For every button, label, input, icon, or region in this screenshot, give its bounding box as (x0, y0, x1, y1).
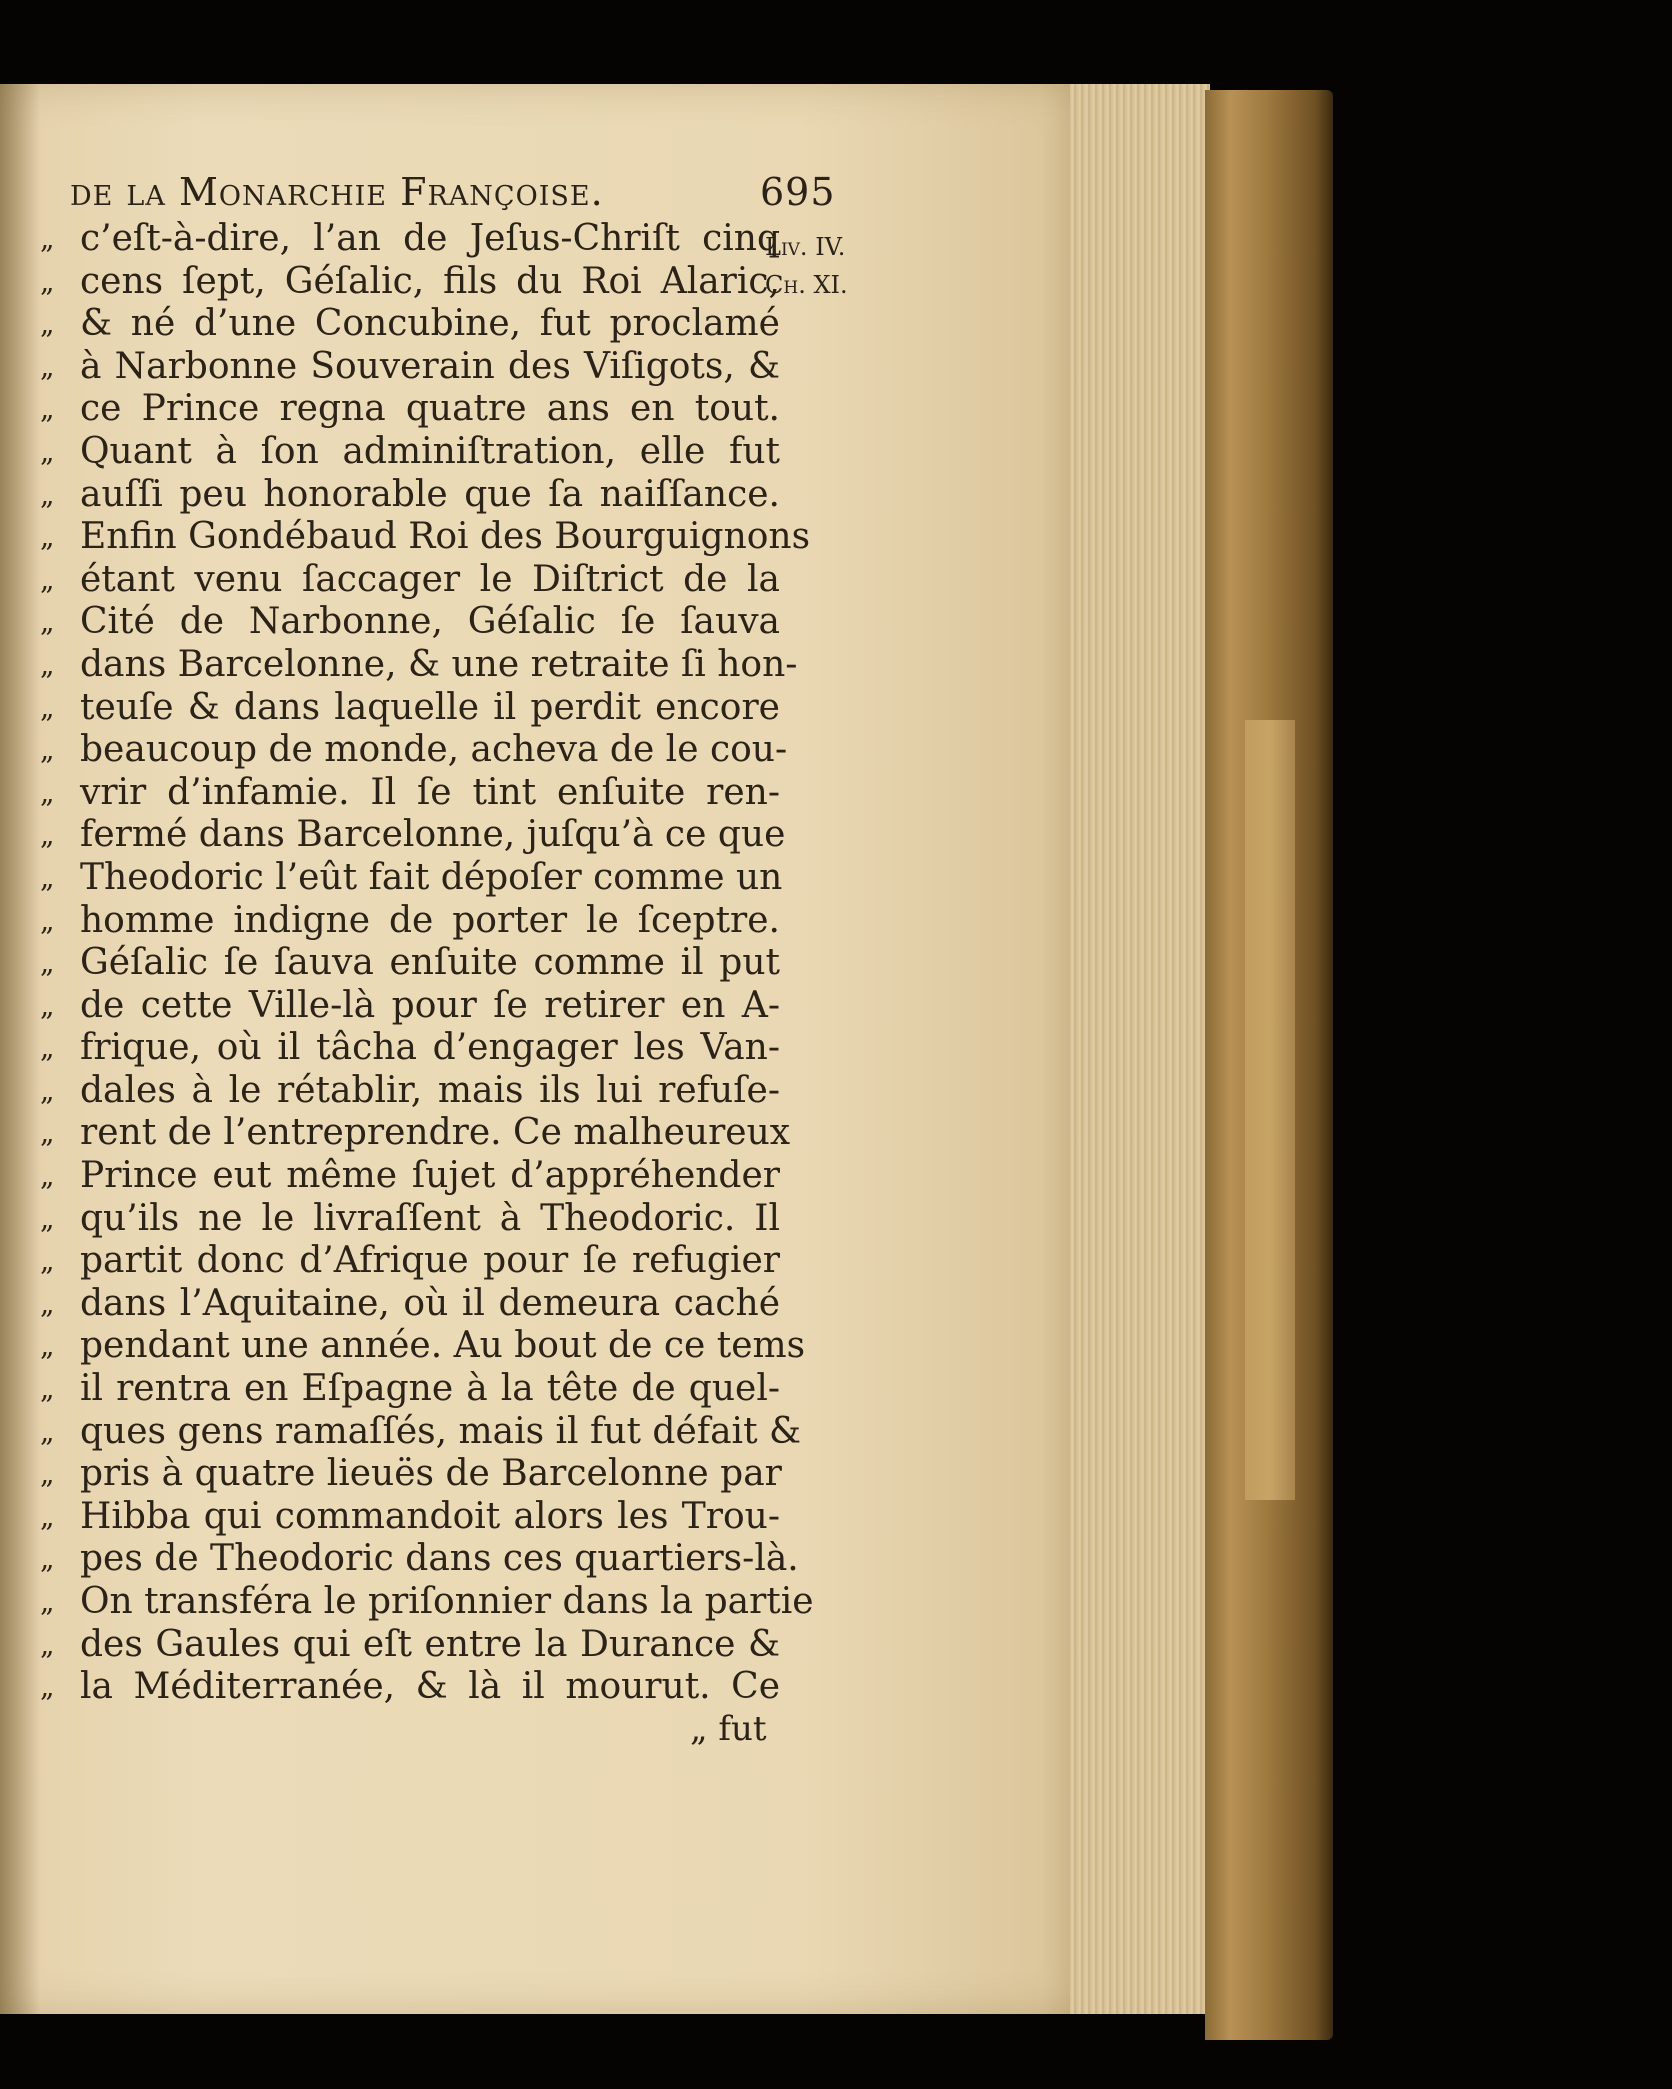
text-line (40, 900, 800, 943)
line-text: Cité de Narbonne, Géſalic ſe ſauva (80, 601, 780, 643)
catchword: „ fut (690, 1709, 767, 1749)
quote-mark: „ (40, 392, 55, 426)
line-text: beaucoup de monde, acheva de le cou- (80, 729, 788, 771)
quote-mark: „ (40, 605, 55, 639)
quote-mark: „ (40, 1499, 55, 1533)
quote-mark: „ (40, 733, 55, 767)
quote-mark: „ (40, 903, 55, 937)
text-line (40, 218, 800, 261)
text-line (40, 1666, 800, 1709)
text-line (40, 1198, 800, 1241)
text-line (40, 857, 800, 900)
line-text: la Méditerranée, & là il mourut. Ce (80, 1666, 780, 1708)
line-text: il rentra en Eſpagne à la tête de quel- (80, 1368, 780, 1410)
text-line (40, 1070, 800, 1113)
text-line (40, 772, 800, 815)
marginal-book: Liv. IV. (765, 233, 846, 261)
text-line (40, 644, 800, 687)
line-text: à Narbonne Souverain des Viſigots, & (80, 345, 780, 387)
quote-mark: „ (40, 1116, 55, 1150)
quote-mark: „ (40, 1031, 55, 1065)
quote-mark: „ (40, 647, 55, 681)
line-text: teuſe & dans laquelle il perdit encore (80, 686, 780, 728)
text-line (40, 1027, 800, 1070)
line-text: dans Barcelonne, & une retraite ſi hon- (80, 643, 798, 685)
text-line (40, 1496, 800, 1539)
text-line (40, 1325, 806, 1368)
quote-mark: „ (40, 1329, 55, 1363)
quote-mark: „ (40, 818, 55, 852)
text-line (40, 1112, 800, 1155)
line-text: qu’ils ne le livraſſent à Theodoric. Il (80, 1197, 780, 1239)
line-text: pendant une année. Au bout de ce tems (80, 1325, 806, 1367)
text-line (40, 516, 811, 559)
quote-mark: „ (40, 264, 55, 298)
line-text: Enfin Gondébaud Roi des Bourguignons (80, 516, 811, 558)
text-line (40, 687, 800, 730)
text-line (40, 1624, 800, 1667)
text-line (40, 1368, 800, 1411)
line-text: ques gens ramaſſés, mais il fut défait & (80, 1410, 802, 1452)
quote-mark: „ (40, 434, 55, 468)
text-line (40, 1283, 800, 1326)
text-line (40, 814, 800, 857)
quote-mark: „ (40, 562, 55, 596)
line-text: Quant à ſon adminiſtration, elle fut (80, 430, 780, 472)
text-line (40, 346, 800, 389)
line-text: dales à le rétablir, mais ils lui refuſe- (80, 1069, 780, 1111)
quote-mark: „ (40, 1457, 55, 1491)
line-text: Prince eut même ſujet d’appréhender (80, 1155, 780, 1197)
text-line (40, 1453, 800, 1496)
gutter-shadow (0, 84, 40, 2014)
text-line (40, 729, 800, 772)
quote-mark: „ (40, 690, 55, 724)
cover-highlight (1245, 720, 1295, 1500)
quote-mark: „ (40, 1414, 55, 1448)
line-text: des Gaules qui eſt entre la Durance & (80, 1623, 780, 1665)
quote-mark: „ (40, 1159, 55, 1193)
text-line (40, 985, 800, 1028)
line-text: dans l’Aquitaine, où il demeura caché (80, 1282, 780, 1324)
quote-mark: „ (40, 1286, 55, 1320)
quote-mark: „ (40, 349, 55, 383)
text-line (40, 1155, 800, 1198)
text-line (40, 1240, 800, 1283)
line-text: auſſi peu honorable que ſa naiſſance. (80, 473, 780, 515)
marginal-chapter: Ch. XI. (765, 271, 848, 299)
quote-mark: „ (40, 1201, 55, 1235)
text-line (40, 388, 800, 431)
quote-mark: „ (40, 477, 55, 511)
quote-mark: „ (40, 1670, 55, 1704)
quote-mark: „ (40, 946, 55, 980)
text-line (40, 261, 800, 304)
line-text: On transféra le priſonnier dans la partie (80, 1581, 814, 1622)
quote-mark: „ (40, 1627, 55, 1661)
line-text: de cette Ville-là pour ſe retirer en A- (80, 984, 780, 1026)
line-text: homme indigne de porter le ſceptre. (80, 899, 780, 941)
line-text: Theodoric l’eût fait dépoſer comme un (80, 856, 783, 898)
page-number: 695 (760, 170, 836, 214)
quote-mark: „ (40, 988, 55, 1022)
quote-mark: „ (40, 775, 55, 809)
quote-mark: „ (40, 1372, 55, 1406)
line-text: c’eſt-à-dire, l’an de Jeſus-Chriſt cinq (80, 218, 780, 259)
line-text: pris à quatre lieuës de Barcelonne par (80, 1453, 782, 1495)
quote-mark: „ (40, 520, 55, 554)
page-edges (1070, 84, 1210, 2014)
text-line (40, 474, 800, 517)
text-line (40, 1538, 800, 1581)
quote-mark: „ (40, 1542, 55, 1576)
text-line (40, 1411, 800, 1454)
quote-mark: „ (40, 222, 55, 255)
line-text: rent de l’entreprendre. Ce malheureux (80, 1112, 791, 1154)
line-text: cens ſept, Géſalic, fils du Roi Alaric, (80, 260, 780, 302)
quote-mark: „ (40, 307, 55, 341)
text-line (40, 431, 800, 474)
text-line (40, 303, 800, 346)
quote-mark: „ (40, 1244, 55, 1278)
text-line (40, 942, 800, 985)
line-text: pes de Theodoric dans ces quartiers-là. (80, 1538, 799, 1580)
line-text: ce Prince regna quatre ans en tout. (80, 388, 780, 430)
line-text: Géſalic ſe ſauva enſuite comme il put (80, 942, 780, 984)
line-text: étant venu ſaccager le Diſtrict de la (80, 558, 780, 600)
quote-mark: „ (40, 860, 55, 894)
running-header (70, 170, 836, 214)
text-line (40, 601, 800, 644)
running-title: de la Monarchie Françoise. (70, 170, 604, 214)
text-line (40, 1581, 814, 1624)
line-text: vrir d’infamie. Il ſe tint enſuite ren- (80, 771, 780, 813)
line-text: frique, où il tâcha d’engager les Van- (80, 1027, 780, 1069)
quote-mark: „ (40, 1585, 55, 1618)
line-text: & né d’une Concubine, fut proclamé (80, 303, 780, 345)
quote-mark: „ (40, 1073, 55, 1107)
line-text: fermé dans Barcelonne, juſqu’à ce que (80, 814, 786, 856)
text-line (40, 559, 800, 602)
line-text: Hibba qui commandoit alors les Trou- (80, 1495, 780, 1537)
line-text: partit donc d’Afrique pour ſe refugier (80, 1240, 780, 1282)
